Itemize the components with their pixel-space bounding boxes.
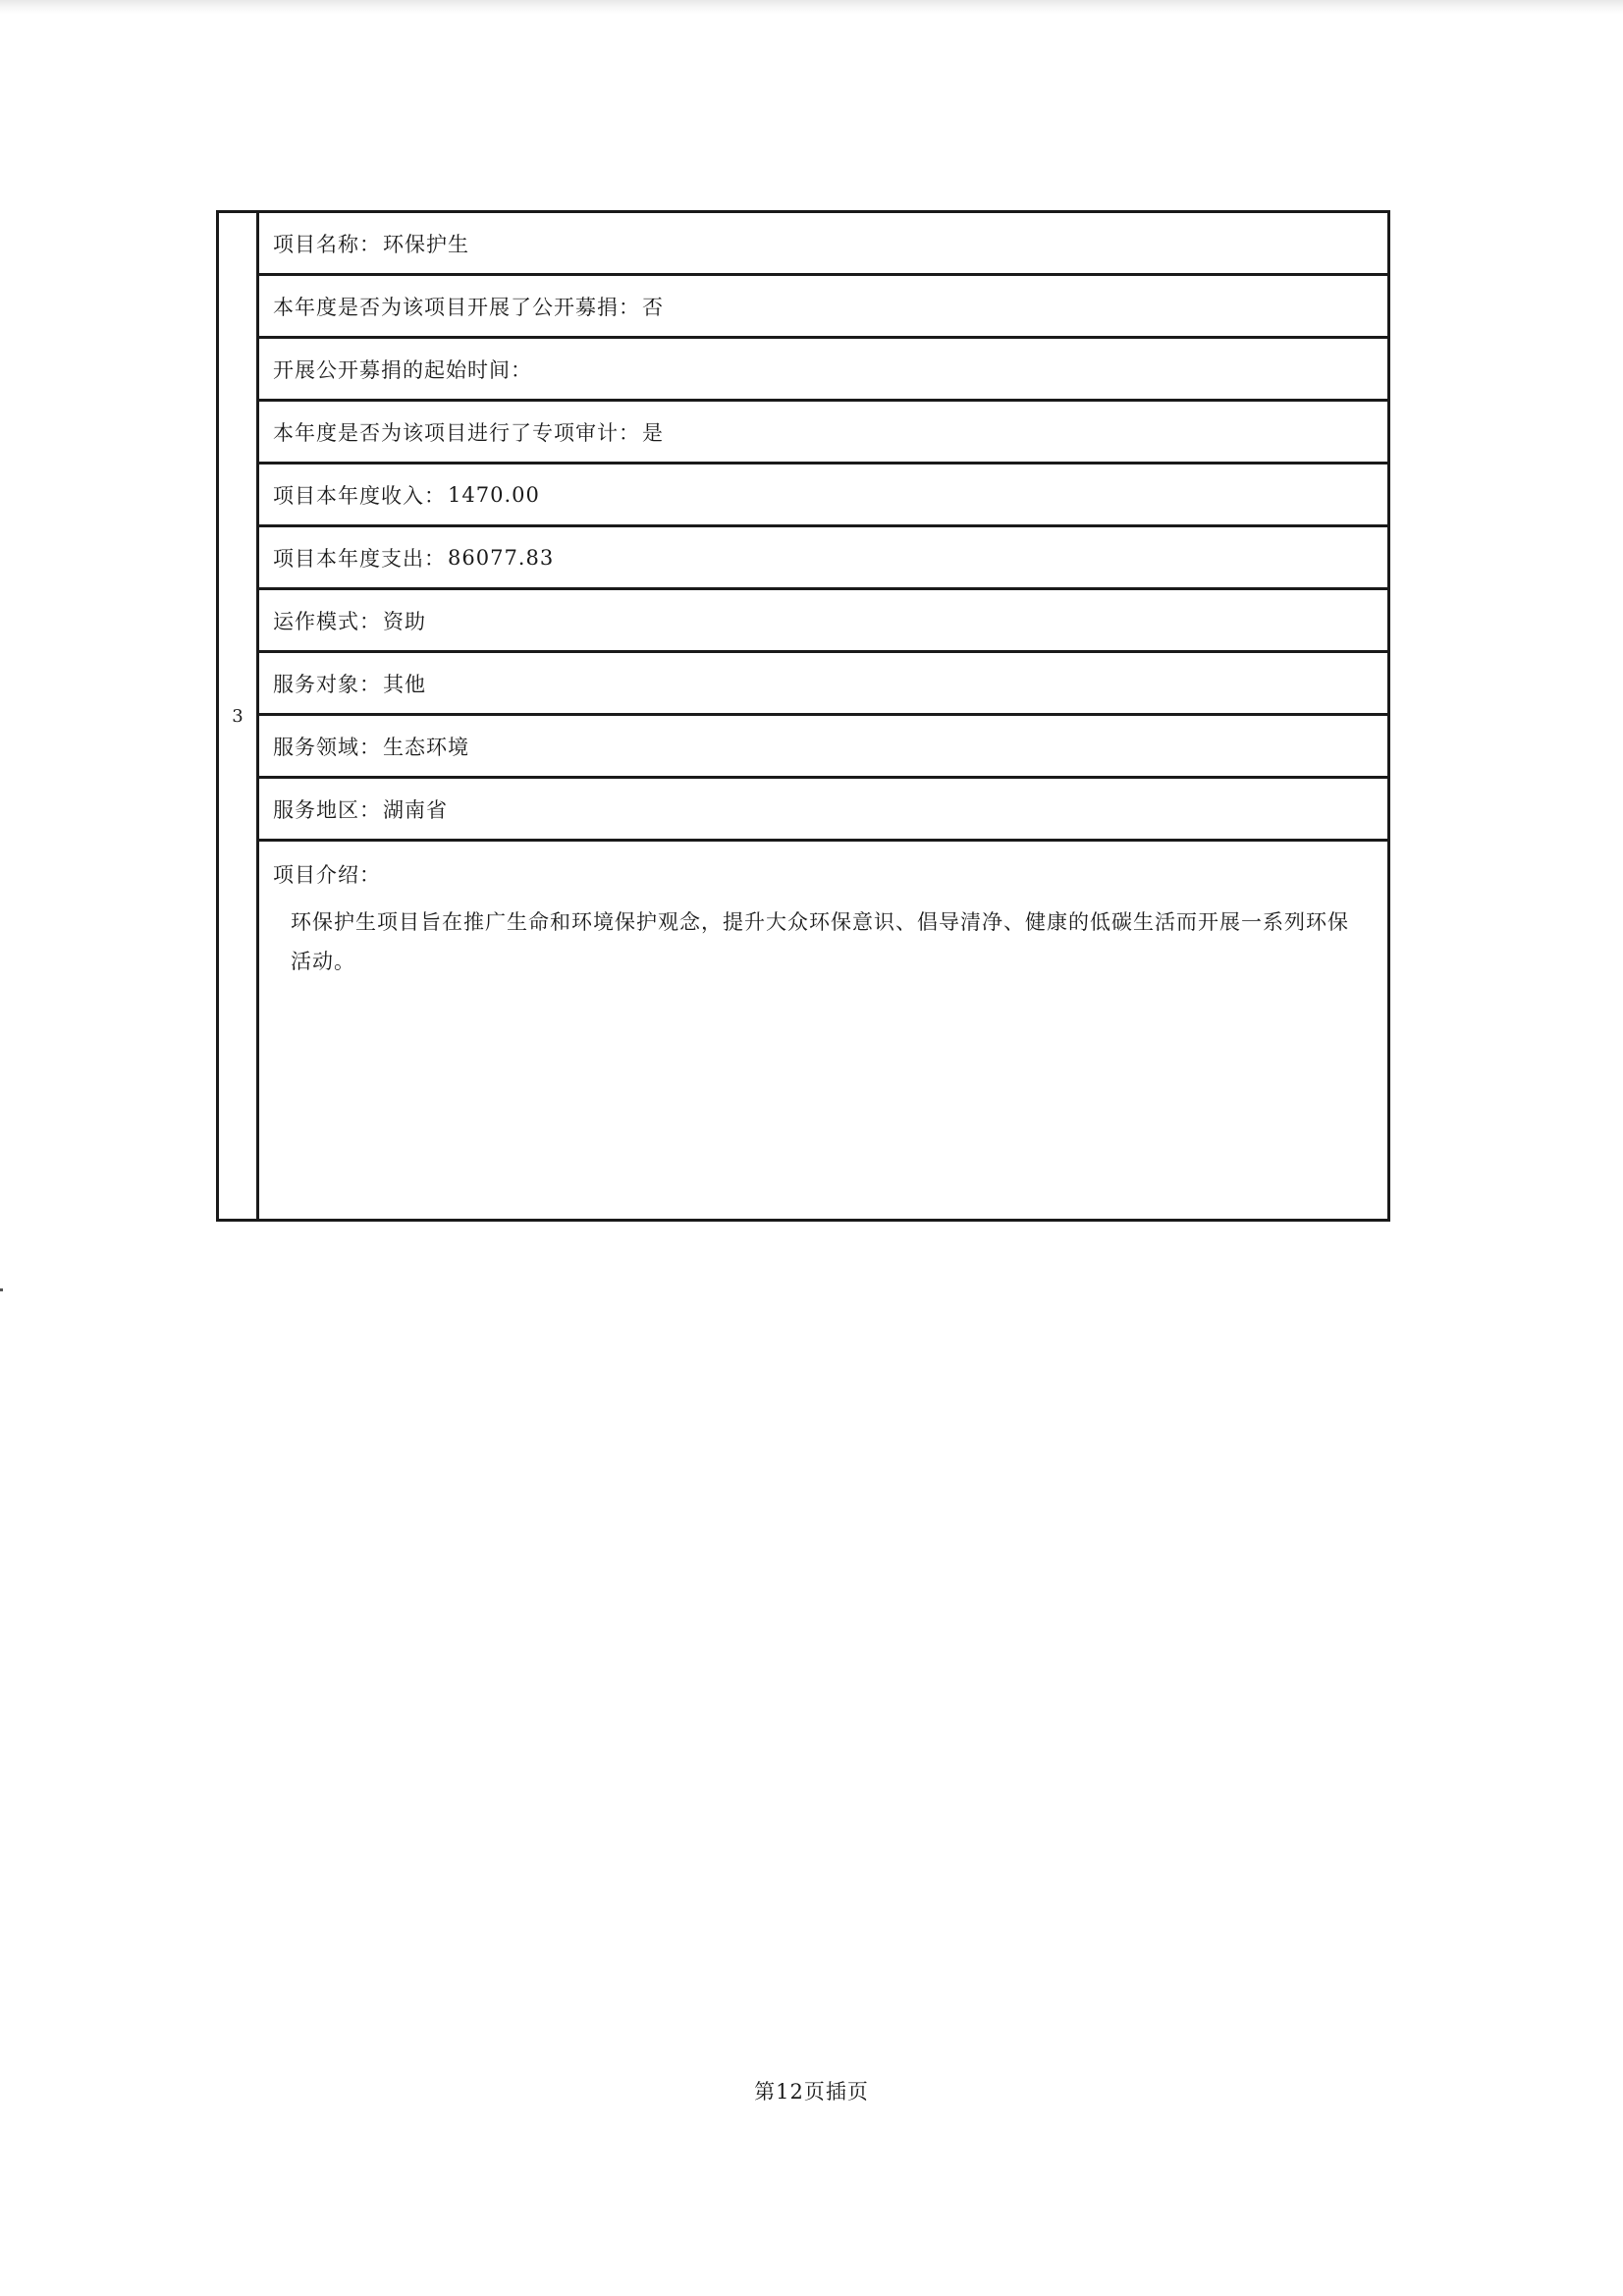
field-special-audit [259, 402, 1387, 465]
field-value: 1470.00 [448, 482, 540, 507]
field-label: 项目本年度收入： [273, 483, 446, 508]
field-service-domain [259, 716, 1387, 779]
scan-speck [0, 1288, 3, 1291]
field-label: 服务地区： [273, 797, 381, 822]
field-value: 是 [642, 420, 664, 445]
field-public-fundraising [259, 276, 1387, 339]
field-label: 服务对象： [273, 672, 381, 696]
field-annual-income [259, 465, 1387, 527]
field-value: 湖南省 [383, 797, 448, 822]
field-project-name [259, 213, 1387, 276]
scan-edge [0, 0, 1623, 14]
row-index: 3 [219, 213, 259, 1219]
field-value: 86077.83 [448, 545, 555, 570]
field-value: 环保护生 [383, 232, 469, 256]
field-operation-mode [259, 590, 1387, 653]
field-project-intro [259, 842, 1387, 1219]
project-record-table [216, 210, 1390, 1222]
field-label: 项目名称： [273, 232, 381, 256]
field-label: 本年度是否为该项目进行了专项审计： [273, 420, 640, 445]
field-label: 项目本年度支出： [273, 546, 446, 571]
field-service-region [259, 779, 1387, 842]
intro-label: 项目介绍： [273, 863, 381, 887]
field-value: 其他 [383, 672, 426, 696]
field-label: 运作模式： [273, 609, 381, 633]
page-footer: 第12页插页 [754, 2080, 869, 2104]
field-label: 本年度是否为该项目开展了公开募捐： [273, 295, 640, 319]
project-fields [259, 213, 1387, 1219]
field-annual-expense [259, 527, 1387, 590]
intro-text: 环保护生项目旨在推广生命和环境保护观念，提升大众环保意识、倡导清净、健康的低碳生活而开展一系列环保活动。 [291, 910, 1349, 973]
field-label: 开展公开募捐的起始时间： [273, 357, 532, 382]
field-label: 服务领域： [273, 735, 381, 759]
field-value: 生态环境 [383, 735, 469, 759]
field-value: 资助 [383, 609, 426, 633]
field-fundraising-start [259, 339, 1387, 402]
field-service-target [259, 653, 1387, 716]
field-value: 否 [642, 295, 664, 319]
